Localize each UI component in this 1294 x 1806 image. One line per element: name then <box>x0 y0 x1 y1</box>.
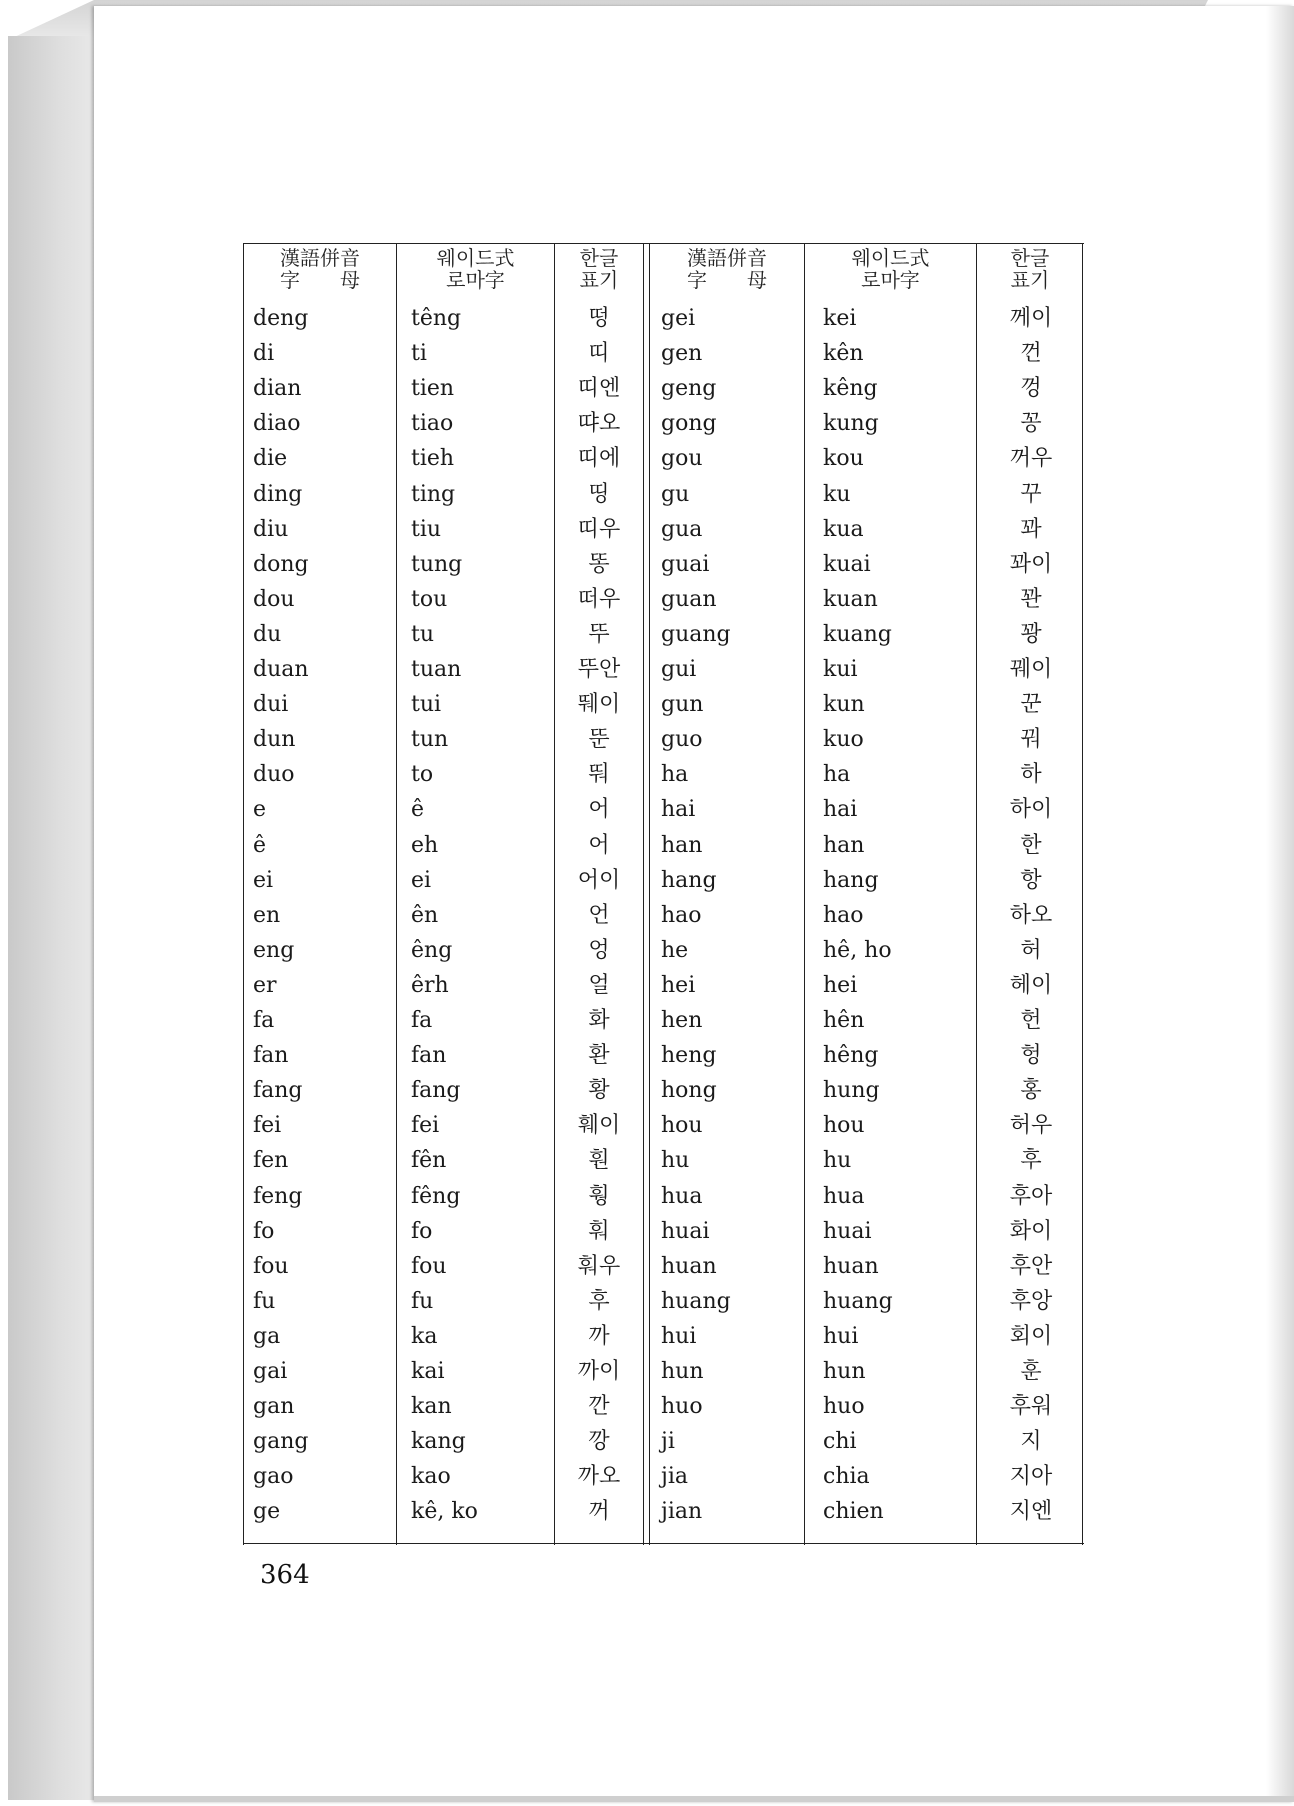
hangul-cell: 훼이 <box>577 1113 621 1139</box>
column-divider <box>396 243 397 1545</box>
wade-giles-cell: chia <box>823 1464 870 1490</box>
wade-giles-cell: ting <box>411 481 456 507</box>
pinyin-cell: gan <box>253 1394 295 1420</box>
pinyin-cell: guai <box>661 551 710 577</box>
pinyin-cell: gun <box>661 692 704 718</box>
hangul-cell: 깡 <box>588 1429 610 1455</box>
hangul-cell: 지엔 <box>1009 1499 1053 1525</box>
pinyin-cell: gou <box>661 446 703 472</box>
hangul-cell: 땨오 <box>577 411 621 437</box>
pinyin-cell: en <box>253 902 281 928</box>
hangul-cell: 떵 <box>588 306 610 331</box>
center-divider-b <box>649 243 650 1545</box>
wade-giles-cell: fu <box>411 1288 434 1314</box>
pinyin-cell: gong <box>661 411 717 437</box>
column-divider <box>976 243 977 1545</box>
wade-giles-cell: tui <box>411 692 442 718</box>
wade-giles-cell: hou <box>823 1113 865 1139</box>
page-number: 364 <box>260 1560 310 1590</box>
pinyin-cell: die <box>253 446 288 472</box>
wade-giles-cell: êng <box>411 937 453 963</box>
pinyin-cell: deng <box>253 306 309 331</box>
pinyin-cell: huo <box>661 1394 703 1420</box>
hangul-cell: 허 <box>1020 937 1042 963</box>
pinyin-cell: hua <box>661 1183 703 1209</box>
wade-giles-cell: kuai <box>823 551 871 577</box>
wade-giles-cell: hu <box>823 1148 852 1174</box>
hangul-cell: 헌 <box>1020 1008 1042 1033</box>
table-right-border <box>1082 243 1083 1545</box>
pinyin-cell: fa <box>253 1008 275 1033</box>
hangul-cell: 훠우 <box>577 1253 621 1279</box>
pinyin-cell: ga <box>253 1323 281 1349</box>
pinyin-cell: guo <box>661 727 703 753</box>
table-bottom-border <box>243 1543 1084 1544</box>
hangul-cell: 후앙 <box>1009 1288 1053 1314</box>
pinyin-cell: huang <box>661 1288 731 1314</box>
hangul-cell: 껑 <box>1020 376 1042 402</box>
pinyin-cell: huai <box>661 1218 710 1244</box>
column-divider <box>804 243 805 1545</box>
pinyin-cell: hu <box>661 1148 690 1174</box>
wade-giles-cell: kang <box>411 1429 466 1455</box>
wade-giles-cell: kai <box>411 1359 445 1384</box>
wade-giles-cell: kuang <box>823 621 892 647</box>
pinyin-cell: ding <box>253 481 303 507</box>
pinyin-cell: e <box>253 797 267 823</box>
wade-giles-cell: fêng <box>411 1183 461 1209</box>
table-left-border <box>243 243 244 1545</box>
pinyin-cell: hou <box>661 1113 703 1139</box>
wade-giles-cell: fa <box>411 1008 433 1033</box>
wade-giles-cell: fang <box>411 1078 461 1104</box>
pinyin-cell: ha <box>661 762 689 788</box>
hangul-cell: 뚠 <box>588 727 610 753</box>
header-pinyin: 漢語併音 字 母 <box>687 246 767 292</box>
pinyin-cell: gen <box>661 341 703 367</box>
hangul-cell: 하오 <box>1009 902 1053 928</box>
hangul-cell: 회이 <box>1009 1323 1053 1349</box>
pinyin-cell: gui <box>661 657 697 682</box>
hangul-cell: 껀 <box>1020 341 1042 367</box>
wade-giles-cell: hui <box>823 1323 859 1349</box>
hangul-cell: 화 <box>588 1008 610 1033</box>
pinyin-cell: gua <box>661 516 703 542</box>
pinyin-cell: feng <box>253 1183 303 1209</box>
pinyin-cell: jia <box>661 1464 688 1490</box>
hangul-cell: 황 <box>588 1078 610 1104</box>
hangul-cell: 어이 <box>577 867 621 893</box>
hangul-cell: 훵 <box>588 1183 610 1209</box>
wade-giles-cell: tien <box>411 376 455 402</box>
pinyin-cell: ge <box>253 1499 281 1525</box>
pinyin-cell: hong <box>661 1078 717 1104</box>
wade-giles-cell: ha <box>823 762 851 788</box>
wade-giles-cell: tiao <box>411 411 454 437</box>
hangul-cell: 헤이 <box>1009 972 1053 998</box>
wade-giles-cell: fei <box>411 1113 440 1139</box>
pinyin-cell: hang <box>661 867 717 893</box>
wade-giles-cell: tieh <box>411 446 455 472</box>
hangul-cell: 한 <box>1020 832 1042 858</box>
wade-giles-cell: hang <box>823 867 879 893</box>
wade-giles-cell: fên <box>411 1148 447 1174</box>
wade-giles-cell: ku <box>823 481 851 507</box>
wade-giles-cell: kê, ko <box>411 1499 478 1525</box>
romanization-table <box>243 243 1084 1545</box>
wade-giles-cell: hua <box>823 1183 865 1209</box>
pinyin-cell: hai <box>661 797 696 823</box>
pinyin-cell: ji <box>661 1429 675 1455</box>
wade-giles-cell: huan <box>823 1253 879 1279</box>
hangul-cell: 후 <box>588 1288 610 1314</box>
hangul-cell: 꽝 <box>1020 621 1042 647</box>
wade-giles-cell: kui <box>823 657 858 682</box>
pinyin-cell: dong <box>253 551 309 577</box>
hangul-cell: 화이 <box>1009 1218 1053 1244</box>
hangul-cell: 깐 <box>588 1394 610 1420</box>
pinyin-cell: guang <box>661 621 731 647</box>
hangul-cell: 훈 <box>1020 1359 1042 1384</box>
wade-giles-cell: ei <box>411 867 432 893</box>
hangul-cell: 엉 <box>588 937 610 963</box>
wade-giles-cell: tun <box>411 727 449 753</box>
table-top-border <box>243 243 1084 244</box>
wade-giles-cell: kêng <box>823 376 878 402</box>
pinyin-cell: er <box>253 972 277 998</box>
pinyin-cell: jian <box>661 1499 703 1525</box>
hangul-cell: 후워 <box>1009 1394 1053 1420</box>
wade-giles-cell: hun <box>823 1359 866 1384</box>
pinyin-cell: he <box>661 937 689 963</box>
hangul-cell: 떠우 <box>577 586 621 612</box>
hangul-cell: 헝 <box>1020 1043 1042 1069</box>
hangul-cell: 후안 <box>1009 1253 1053 1279</box>
wade-giles-cell: kan <box>411 1394 452 1420</box>
wade-giles-cell: tu <box>411 621 435 647</box>
page-edge-shade <box>1266 6 1294 1802</box>
wade-giles-cell: fan <box>411 1043 447 1069</box>
hangul-cell: 띠엔 <box>577 376 621 402</box>
hangul-cell: 하 <box>1020 762 1042 788</box>
center-divider-a <box>643 243 644 1545</box>
hangul-cell: 후아 <box>1009 1183 1053 1209</box>
hangul-cell: 뚸 <box>588 762 610 788</box>
hangul-cell: 뚜 <box>588 621 610 647</box>
hangul-cell: 꿰이 <box>1009 657 1053 682</box>
wade-giles-cell: kuan <box>823 586 878 612</box>
hangul-cell: 어 <box>588 832 610 858</box>
hangul-cell: 까 <box>588 1323 610 1349</box>
hangul-cell: 허우 <box>1009 1113 1053 1139</box>
hangul-cell: 께이 <box>1009 306 1053 331</box>
pinyin-cell: dun <box>253 727 296 753</box>
hangul-cell: 까이 <box>577 1359 621 1384</box>
wade-giles-cell: têng <box>411 306 462 331</box>
hangul-cell: 꽈 <box>1020 516 1042 542</box>
hangul-cell: 지아 <box>1009 1464 1053 1490</box>
header-hangul: 한글 표기 <box>1010 246 1050 292</box>
pinyin-cell: hei <box>661 972 696 998</box>
wade-giles-cell: hêng <box>823 1043 879 1069</box>
hangul-cell: 띠우 <box>577 516 621 542</box>
hangul-cell: 항 <box>1020 867 1042 893</box>
pinyin-cell: dui <box>253 692 289 718</box>
hangul-cell: 꺼우 <box>1009 446 1053 472</box>
pinyin-cell: han <box>661 832 703 858</box>
pinyin-cell: fou <box>253 1253 289 1279</box>
wade-giles-cell: kao <box>411 1464 451 1490</box>
hangul-cell: 후 <box>1020 1148 1042 1174</box>
hangul-cell: 하이 <box>1009 797 1053 823</box>
pinyin-cell: di <box>253 341 275 367</box>
pinyin-cell: diu <box>253 516 289 542</box>
wade-giles-cell: hên <box>823 1008 865 1033</box>
wade-giles-cell: hei <box>823 972 858 998</box>
hangul-cell: 어 <box>588 797 610 823</box>
wade-giles-cell: hung <box>823 1078 880 1104</box>
pinyin-cell: gang <box>253 1429 309 1455</box>
wade-giles-cell: tiu <box>411 516 442 542</box>
pinyin-cell: fo <box>253 1218 275 1244</box>
pinyin-cell: hui <box>661 1323 697 1349</box>
pinyin-cell: eng <box>253 937 295 963</box>
hangul-cell: 훠 <box>588 1218 610 1244</box>
wade-giles-cell: to <box>411 762 434 788</box>
header-hangul: 한글 표기 <box>579 246 619 292</box>
pinyin-cell: gei <box>661 306 696 331</box>
pinyin-cell: dian <box>253 376 302 402</box>
wade-giles-cell: fou <box>411 1253 447 1279</box>
hangul-cell: 까오 <box>577 1464 621 1490</box>
pinyin-cell: geng <box>661 376 717 402</box>
hangul-cell: 꾸 <box>1020 481 1042 507</box>
pinyin-cell: fei <box>253 1113 282 1139</box>
wade-giles-cell: han <box>823 832 865 858</box>
hangul-cell: 지 <box>1020 1429 1042 1455</box>
pinyin-cell: fen <box>253 1148 289 1174</box>
book-spine <box>8 36 94 1800</box>
column-divider <box>554 243 555 1545</box>
hangul-cell: 꽁 <box>1020 411 1042 437</box>
hangul-cell: 뛔이 <box>577 692 621 718</box>
hangul-cell: 띠에 <box>577 446 621 472</box>
hangul-cell: 얼 <box>588 972 610 998</box>
wade-giles-cell: kun <box>823 692 865 718</box>
hangul-cell: 띵 <box>588 481 610 507</box>
pinyin-cell: duan <box>253 657 309 682</box>
wade-giles-cell: huai <box>823 1218 872 1244</box>
wade-giles-cell: tung <box>411 551 463 577</box>
wade-giles-cell: hai <box>823 797 858 823</box>
wade-giles-cell: ên <box>411 902 439 928</box>
pinyin-cell: du <box>253 621 282 647</box>
hangul-cell: 언 <box>588 902 610 928</box>
page-bottom-edge <box>94 1796 1294 1802</box>
hangul-cell: 꺼 <box>588 1499 610 1525</box>
hangul-cell: 똥 <box>588 551 610 577</box>
wade-giles-cell: ka <box>411 1323 438 1349</box>
wade-giles-cell: kou <box>823 446 864 472</box>
wade-giles-cell: tuan <box>411 657 462 682</box>
wade-giles-cell: hao <box>823 902 864 928</box>
pinyin-cell: gai <box>253 1359 288 1384</box>
pinyin-cell: duo <box>253 762 295 788</box>
hangul-cell: 꿔 <box>1020 727 1042 753</box>
pinyin-cell: fan <box>253 1043 289 1069</box>
wade-giles-cell: chien <box>823 1499 884 1525</box>
wade-giles-cell: kua <box>823 516 864 542</box>
pinyin-cell: hao <box>661 902 702 928</box>
header-pinyin: 漢語併音 字 母 <box>280 246 360 292</box>
wade-giles-cell: kuo <box>823 727 864 753</box>
wade-giles-cell: ê <box>411 797 425 823</box>
wade-giles-cell: huang <box>823 1288 893 1314</box>
header-wade-giles: 웨이드式 로마字 <box>851 246 930 292</box>
hangul-cell: 띠 <box>588 341 610 367</box>
pinyin-cell: fu <box>253 1288 276 1314</box>
pinyin-cell: hen <box>661 1008 703 1033</box>
pinyin-cell: huan <box>661 1253 717 1279</box>
pinyin-cell: gao <box>253 1464 294 1490</box>
pinyin-cell: dou <box>253 586 295 612</box>
wade-giles-cell: chi <box>823 1429 857 1455</box>
header-wade-giles: 웨이드式 로마字 <box>436 246 515 292</box>
pinyin-cell: heng <box>661 1043 717 1069</box>
wade-giles-cell: ti <box>411 341 427 367</box>
wade-giles-cell: kung <box>823 411 879 437</box>
wade-giles-cell: êrh <box>411 972 449 998</box>
wade-giles-cell: huo <box>823 1394 865 1420</box>
pinyin-cell: ei <box>253 867 274 893</box>
pinyin-cell: fang <box>253 1078 303 1104</box>
wade-giles-cell: kên <box>823 341 864 367</box>
hangul-cell: 훤 <box>588 1148 610 1174</box>
wade-giles-cell: fo <box>411 1218 433 1244</box>
hangul-cell: 꾼 <box>1020 692 1042 718</box>
hangul-cell: 꽌 <box>1020 586 1042 612</box>
pinyin-cell: gu <box>661 481 690 507</box>
wade-giles-cell: tou <box>411 586 448 612</box>
pinyin-cell: ê <box>253 832 267 858</box>
hangul-cell: 뚜안 <box>577 657 621 682</box>
hangul-cell: 환 <box>588 1043 610 1069</box>
wade-giles-cell: kei <box>823 306 857 331</box>
hangul-cell: 꽈이 <box>1009 551 1053 577</box>
wade-giles-cell: eh <box>411 832 439 858</box>
wade-giles-cell: hê, ho <box>823 937 892 963</box>
pinyin-cell: guan <box>661 586 717 612</box>
hangul-cell: 홍 <box>1020 1078 1042 1104</box>
pinyin-cell: hun <box>661 1359 704 1384</box>
pinyin-cell: diao <box>253 411 301 437</box>
